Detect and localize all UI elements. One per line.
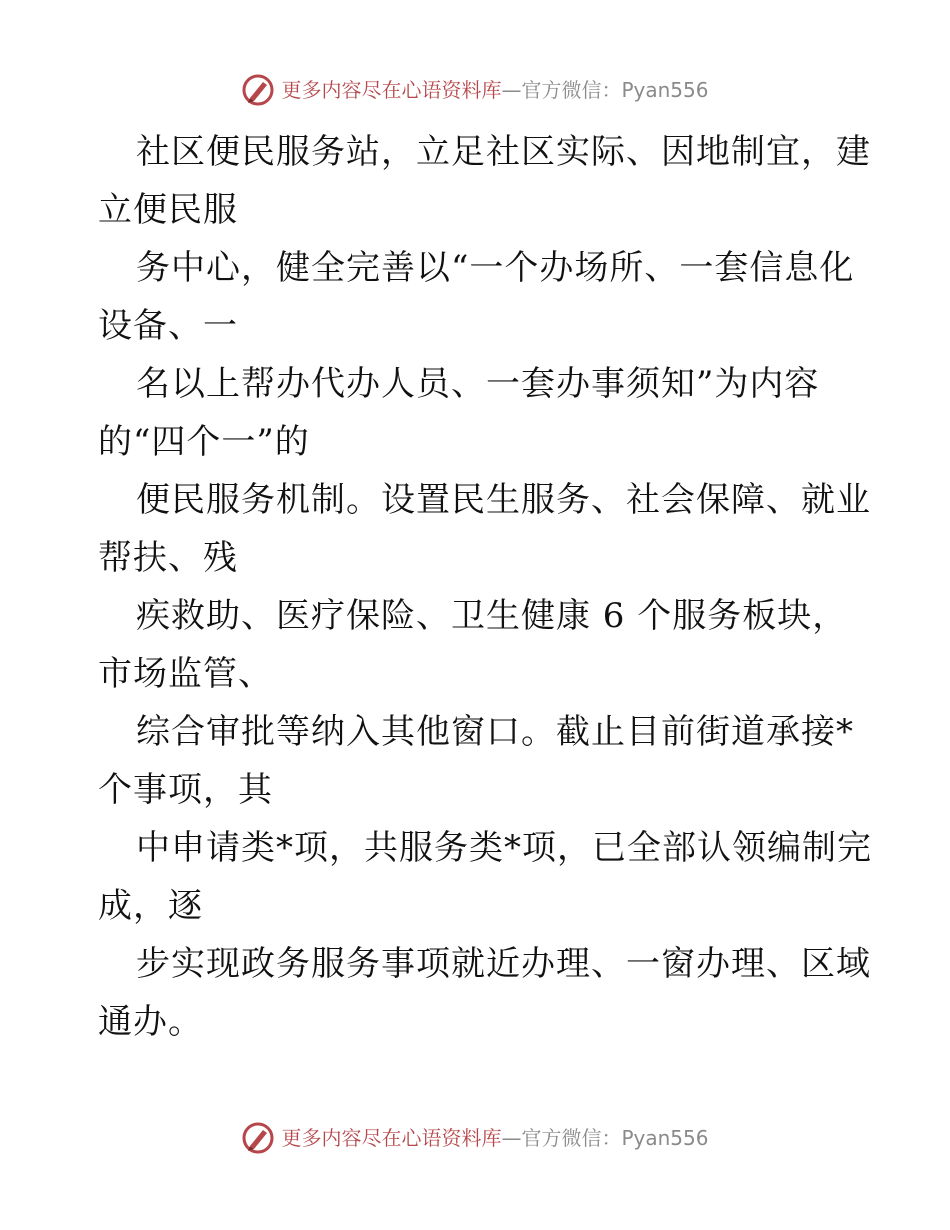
banner-gray-text: —官方微信：Pyan556 [501, 1126, 709, 1150]
banner-red-text: 更多内容尽在心语资料库 [281, 78, 502, 102]
footer-banner [0, 1118, 950, 1158]
header-banner [0, 70, 950, 110]
paragraph-line: 成，逐 [98, 886, 203, 926]
banner-red-text: 更多内容尽在心语资料库 [281, 1126, 502, 1150]
paragraph-line: 步实现政务服务事项就近办理、一窗办理、区域 [136, 944, 871, 984]
banner-gray-text: —官方微信：Pyan556 [501, 78, 709, 102]
paragraph-line: 的“四个一”的 [98, 422, 310, 462]
paragraph-line: 市场监管、 [98, 654, 273, 694]
paragraph-line: 便民服务机制。设置民生服务、社会保障、就业 [136, 480, 871, 520]
paragraph-line: 社区便民服务站，立足社区实际、因地制宜，建 [136, 132, 871, 172]
document-body [98, 123, 872, 1051]
paragraph-line: 名以上帮办代办人员、一套办事须知”为内容 [136, 364, 820, 404]
paragraph-line: 通办。 [98, 1002, 203, 1042]
paragraph-line: 立便民服 [98, 190, 238, 230]
paragraph-line: 中申请类*项，共服务类*项，已全部认领编制完 [136, 828, 872, 868]
paragraph-line: 务中心，健全完善以“一个办场所、一套信息化 [136, 248, 855, 288]
banner-text [281, 73, 708, 107]
paragraph-line: 综合审批等纳入其他窗口。截止目前街道承接* [136, 712, 854, 752]
paragraph-line: 个事项，其 [98, 770, 273, 810]
paragraph-line: 帮扶、残 [98, 538, 238, 578]
pen-circle-logo-icon [241, 73, 275, 107]
paragraph-line: 疾救助、医疗保险、卫生健康 6 个服务板块， [136, 596, 848, 636]
paragraph-line: 设备、一 [98, 306, 238, 346]
banner-text [281, 1121, 708, 1155]
pen-circle-logo-icon [241, 1121, 275, 1155]
